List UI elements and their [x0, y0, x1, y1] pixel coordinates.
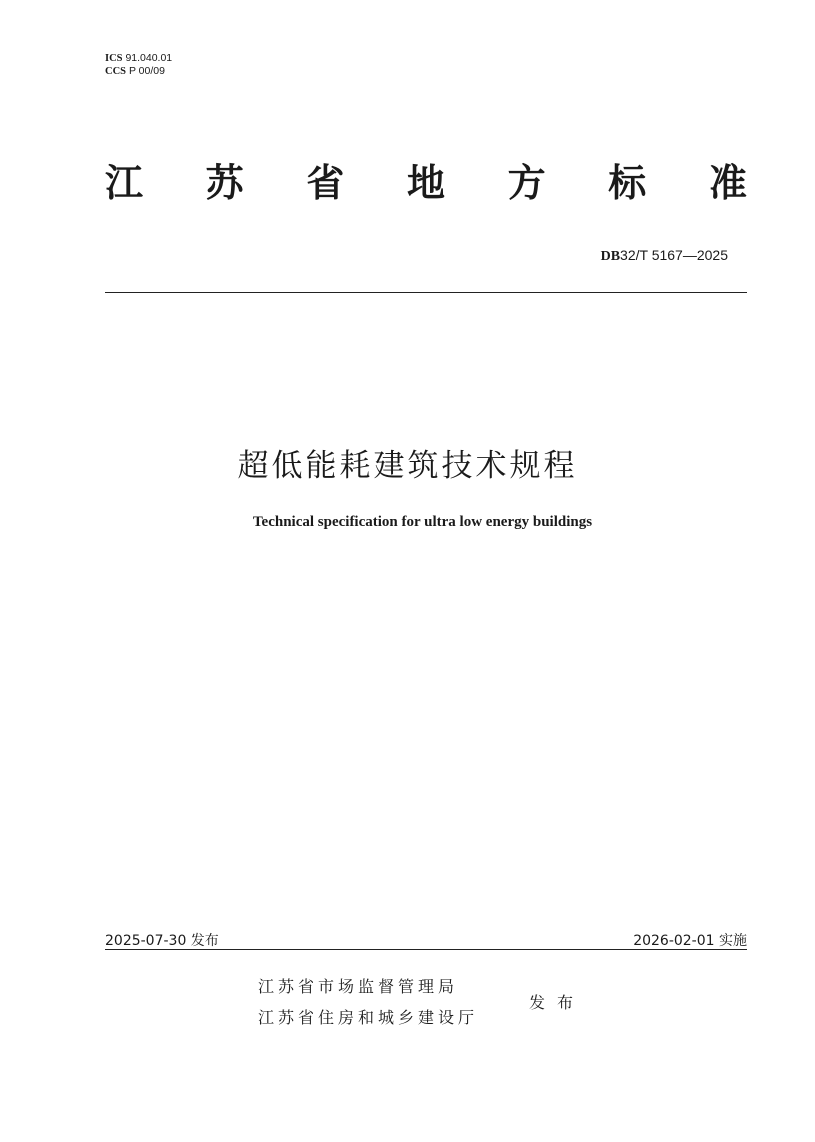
ccs-value: P 00/09 [128, 65, 165, 77]
standard-number [601, 247, 728, 265]
ics-value: 91.040.01 [125, 52, 173, 64]
issue-date: 2025-07-30 发布 [105, 933, 219, 949]
standard-type-char: 方 [507, 161, 546, 205]
classification-codes [105, 52, 172, 78]
document-title: 超低能耗建筑技术规程 [237, 448, 578, 484]
ics-code [105, 52, 172, 65]
ccs-label: CCS [105, 66, 127, 77]
ics-label: ICS [105, 53, 123, 64]
publisher-name: 江苏省住房和城乡建设厅 [258, 1008, 479, 1027]
implementation-date: 2026-02-01 实施 [633, 933, 747, 949]
standard-type-char: 苏 [205, 161, 244, 205]
standard-type-char: 省 [306, 161, 345, 205]
standard-type-char: 江 [105, 161, 144, 205]
ccs-code [105, 65, 172, 78]
standard-number-prefix: DB [600, 249, 621, 264]
top-divider [105, 292, 747, 293]
bottom-divider [105, 949, 747, 950]
publisher-name: 江苏省市场监督管理局 [258, 977, 459, 996]
standard-type-char: 准 [708, 161, 747, 205]
publish-label: 发布 [529, 993, 586, 1012]
standard-type-char: 标 [608, 161, 647, 205]
standard-number-rest: 32/T 5167—2025 [620, 247, 728, 263]
standard-type-heading [105, 160, 747, 206]
document-title-english: Technical specification for ultra low energy buildings [252, 514, 593, 530]
publishers [258, 971, 478, 1033]
standard-type-char: 地 [406, 161, 445, 205]
